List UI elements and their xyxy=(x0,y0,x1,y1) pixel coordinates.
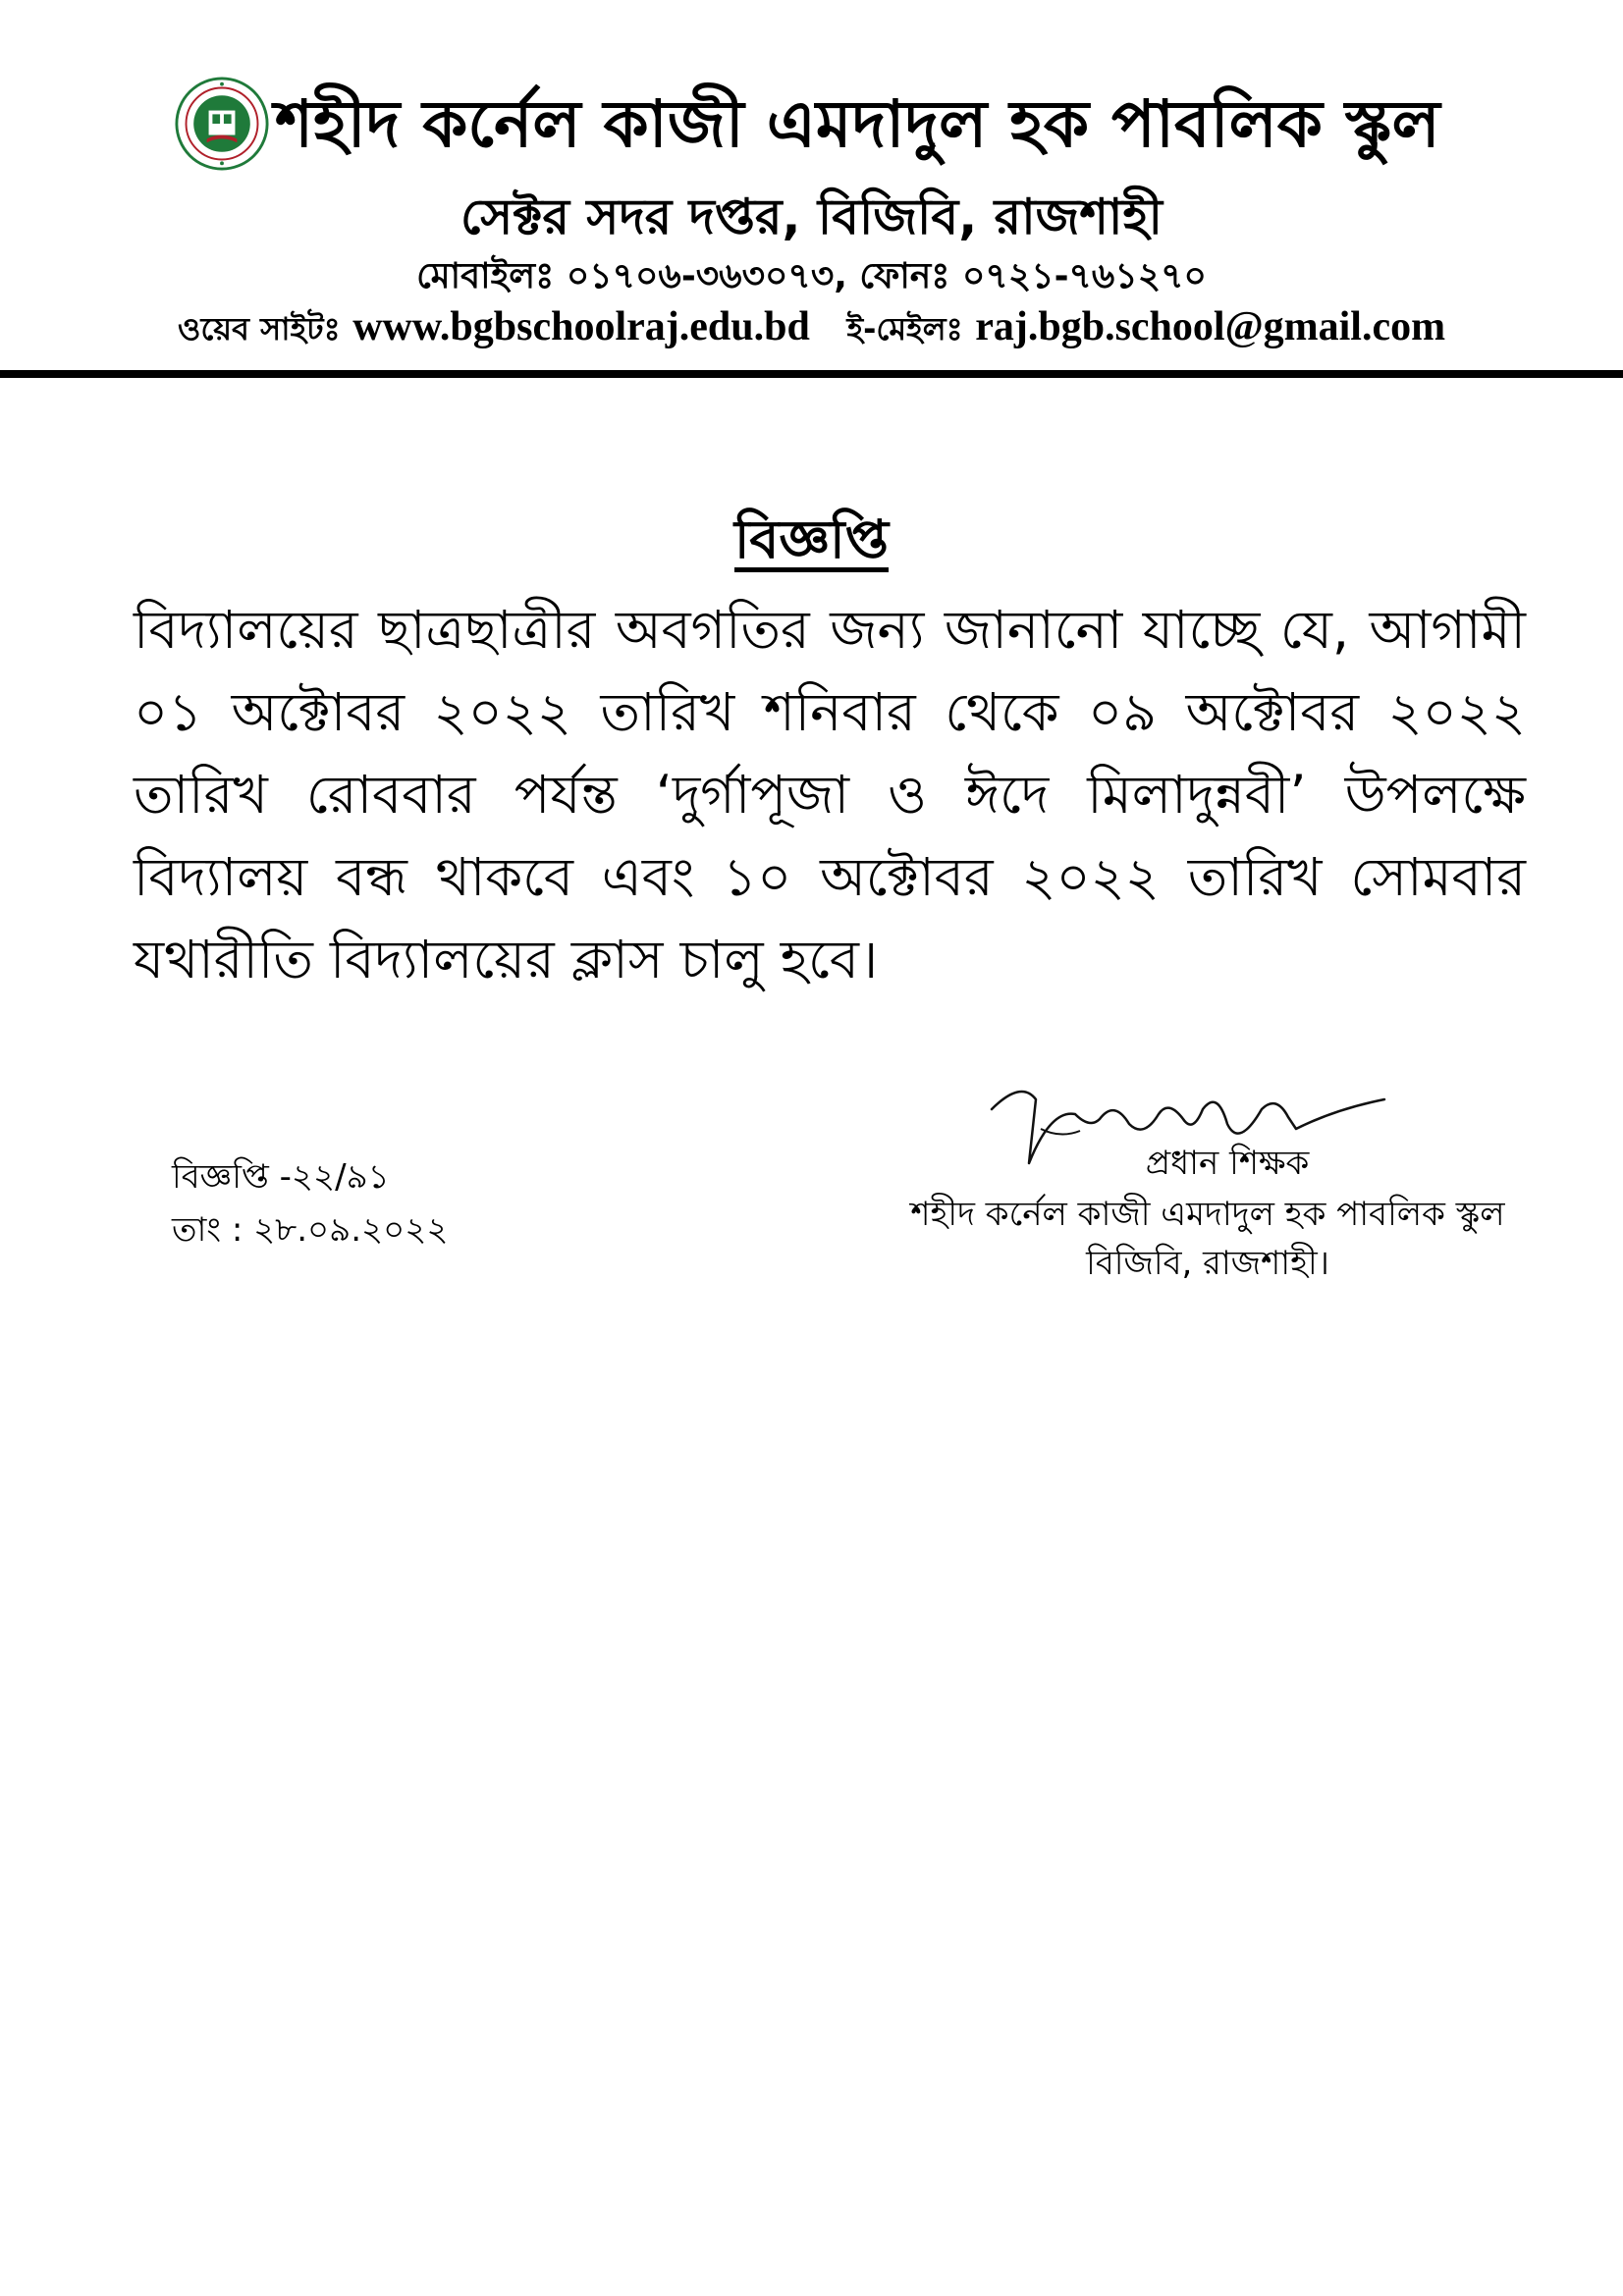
letterhead xyxy=(0,69,1623,353)
school-name: শহীদ কর্নেল কাজী এমদাদুল হক পাবলিক স্কুল xyxy=(275,86,1440,162)
signatory-school: শহীদ কর্নেল কাজী এমদাদুল হক পাবলিক স্কুল xyxy=(910,1195,1505,1234)
notice-line: তারিখ রোববার পর্যন্ত ‘দুর্গাপূজা ও ঈদে মিলাদুন্নবী’ উপলক্ষে xyxy=(134,764,1526,826)
notice-body xyxy=(134,589,1526,1001)
notice-title xyxy=(0,503,1623,577)
reference-date: তাং : ২৮.০৯.২০২২ xyxy=(172,1210,449,1250)
notice-line: বিদ্যালয় বন্ধ থাকবে এবং ১০ অক্টোবর ২০২২ তারিখ সোমবার xyxy=(134,846,1526,908)
notice-line: বিদ্যালয়ের ছাত্রছাত্রীর অবগতির জন্য জানানো যাচ্ছে যে, আগামী xyxy=(134,599,1526,661)
notice-reference xyxy=(172,1150,448,1256)
reference-number: বিজ্ঞপ্তি -২২/৯১ xyxy=(172,1157,390,1197)
school-crest-icon xyxy=(175,77,269,171)
web-contact-line xyxy=(0,302,1623,353)
notice-line: ০১ অক্টোবর ২০২২ তারিখ শনিবার থেকে ০৯ অক্টোবর ২০২২ xyxy=(134,681,1526,743)
notice-title-text: বিজ্ঞপ্তি xyxy=(733,508,889,570)
header-divider xyxy=(0,370,1623,378)
school-header-row xyxy=(0,69,1623,177)
signatory-place: বিজিবি, রাজশাহী। xyxy=(1086,1244,1329,1283)
sub-address: সেক্টর সদর দপ্তর, বিজিবি, রাজশাহী xyxy=(460,188,1163,245)
contact-numbers: মোবাইলঃ ০১৭০৬-৩৬৩০৭৩, ফোনঃ ০৭২১-৭৬১২৭০ xyxy=(416,256,1207,296)
email-label: ই-মেইলঃ xyxy=(846,310,963,347)
website-link[interactable]: www.bgbschoolraj.edu.bd xyxy=(352,304,810,349)
signatory-title: প্রধান শিক্ষক xyxy=(1145,1144,1310,1183)
notice-line: যথারীতি বিদ্যালয়ের ক্লাস চালু হবে। xyxy=(134,929,879,990)
email-link[interactable]: raj.bgb.school@gmail.com xyxy=(975,304,1446,349)
website-label: ওয়েব সাইটঃ xyxy=(177,310,341,347)
